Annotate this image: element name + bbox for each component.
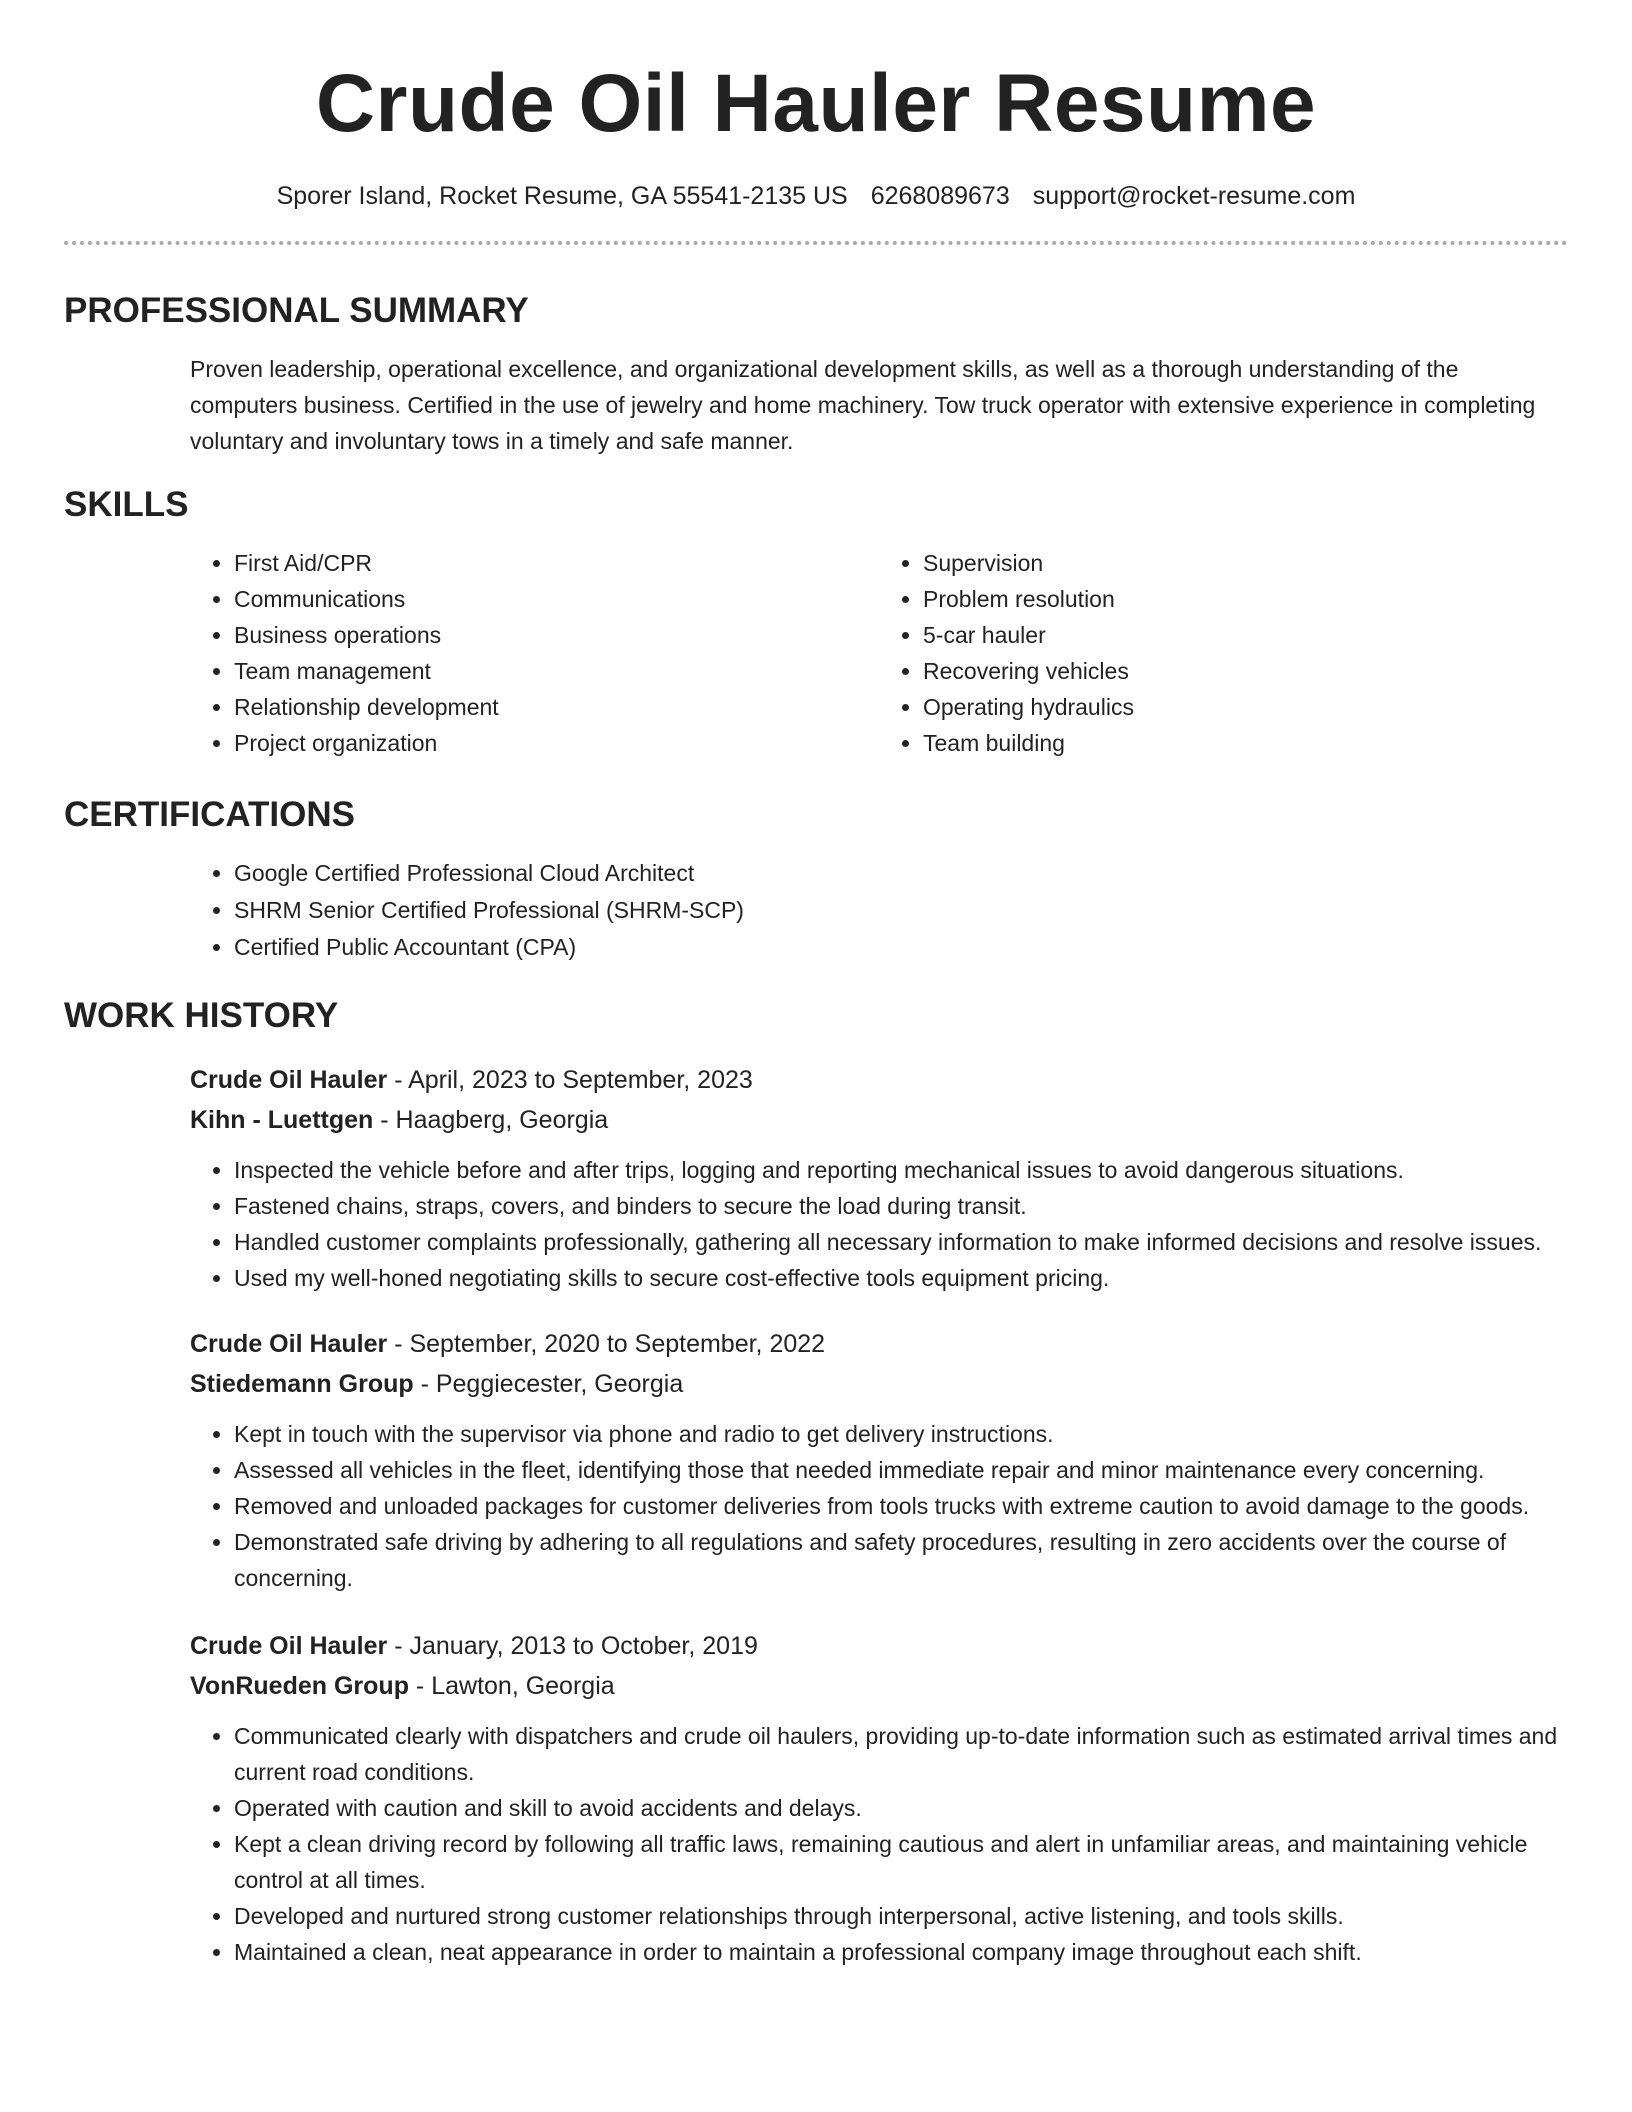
skills-column-right bbox=[879, 545, 1568, 761]
job-company-line bbox=[190, 1100, 1568, 1140]
job-dates: - September, 2020 to September, 2022 bbox=[387, 1330, 826, 1358]
job-bullet: • Maintained a clean, neat appearance in order to maintain a professional company image throughout each shift. bbox=[234, 1934, 1568, 1970]
skills-heading: SKILLS bbox=[64, 485, 189, 524]
job-bullets bbox=[190, 1416, 1568, 1596]
job-dates: - April, 2023 to September, 2023 bbox=[387, 1066, 753, 1094]
job-bullet: • Assessed all vehicles in the fleet, identifying those that needed immediate repair and minor maintenance every concerning. bbox=[234, 1452, 1568, 1488]
job-bullet: • Demonstrated safe driving by adhering to all regulations and safety procedures, resulting in zero accidents over the course of concerning. bbox=[234, 1524, 1568, 1596]
job-title-line bbox=[190, 1060, 1568, 1100]
certification-item: • Certified Public Accountant (CPA) bbox=[234, 929, 1568, 966]
skill-item: • Team management bbox=[234, 653, 879, 689]
job-bullet: • Kept a clean driving record by following all traffic laws, remaining cautious and alert in unfamiliar areas, and maintaining vehicle control at all times. bbox=[234, 1826, 1568, 1898]
skill-item: • 5-car hauler bbox=[923, 617, 1568, 653]
job-title-line bbox=[190, 1324, 1568, 1364]
job-bullet: • Kept in touch with the supervisor via phone and radio to get delivery instructions. bbox=[234, 1416, 1568, 1452]
contact-email: support@rocket-resume.com bbox=[1032, 182, 1356, 210]
job-entry bbox=[190, 1324, 1568, 1596]
certifications-heading: CERTIFICATIONS bbox=[64, 795, 356, 834]
job-company: VonRueden Group bbox=[190, 1672, 409, 1700]
certification-item: • Google Certified Professional Cloud Architect bbox=[234, 855, 1568, 892]
job-bullet: • Operated with caution and skill to avoid accidents and delays. bbox=[234, 1790, 1568, 1826]
contact-address: Sporer Island, Rocket Resume, GA 55541-2135 US bbox=[276, 182, 848, 210]
certification-item: • SHRM Senior Certified Professional (SHRM-SCP) bbox=[234, 892, 1568, 929]
certifications-list bbox=[190, 855, 1568, 966]
skill-item: • Relationship development bbox=[234, 689, 879, 725]
job-title-line bbox=[190, 1626, 1568, 1666]
job-location: - Peggiecester, Georgia bbox=[413, 1370, 684, 1398]
job-location: - Haagberg, Georgia bbox=[373, 1106, 609, 1134]
skills-column-left bbox=[190, 545, 879, 761]
job-bullet: • Fastened chains, straps, covers, and binders to secure the load during transit. bbox=[234, 1188, 1568, 1224]
job-bullet: • Inspected the vehicle before and after trips, logging and reporting mechanical issues to avoid dangerous situations. bbox=[234, 1152, 1568, 1188]
job-bullet: • Developed and nurtured strong customer relationships through interpersonal, active listening, and tools skills. bbox=[234, 1898, 1568, 1934]
job-location: - Lawton, Georgia bbox=[408, 1672, 615, 1700]
job-company-line bbox=[190, 1666, 1568, 1706]
skill-item: • Team building bbox=[923, 725, 1568, 761]
resume-title: Crude Oil Hauler Resume bbox=[315, 58, 1317, 149]
job-bullet: • Removed and unloaded packages for customer deliveries from tools trucks with extreme caution to avoid damage to the goods. bbox=[234, 1488, 1568, 1524]
job-company: Kihn - Luettgen bbox=[190, 1106, 374, 1134]
job-company-line bbox=[190, 1364, 1568, 1404]
job-bullet: • Communicated clearly with dispatchers and crude oil haulers, providing up-to-date information such as estimated arrival times and current road conditions. bbox=[234, 1718, 1568, 1790]
skill-item: • Business operations bbox=[234, 617, 879, 653]
header-divider bbox=[64, 241, 1568, 245]
work-history-heading: WORK HISTORY bbox=[64, 996, 339, 1035]
contact-line bbox=[64, 180, 1568, 212]
skill-item: • Supervision bbox=[923, 545, 1568, 581]
summary-heading: PROFESSIONAL SUMMARY bbox=[64, 291, 529, 330]
job-dates: - January, 2013 to October, 2019 bbox=[387, 1632, 758, 1660]
job-bullet: • Handled customer complaints professionally, gathering all necessary information to make informed decisions and resolve issues. bbox=[234, 1224, 1568, 1260]
job-role: Crude Oil Hauler bbox=[190, 1632, 388, 1660]
job-entry bbox=[190, 1060, 1568, 1296]
job-company: Stiedemann Group bbox=[190, 1370, 414, 1398]
job-bullets bbox=[190, 1152, 1568, 1296]
skill-item: • Project organization bbox=[234, 725, 879, 761]
job-role: Crude Oil Hauler bbox=[190, 1066, 388, 1094]
contact-phone: 6268089673 bbox=[870, 182, 1010, 210]
skill-item: • Problem resolution bbox=[923, 581, 1568, 617]
summary-text: Proven leadership, operational excellence, and organizational development skills, as well as a thorough understanding of the computers business. Certified in the use of jewelry and home machinery. Tow truck operator with extensive experience in completing voluntary and involuntary tows in a timely and safe manner. bbox=[190, 356, 1536, 454]
skills-list bbox=[190, 545, 1568, 761]
skill-item: • Operating hydraulics bbox=[923, 689, 1568, 725]
job-bullet: • Used my well-honed negotiating skills to secure cost-effective tools equipment pricing. bbox=[234, 1260, 1568, 1296]
job-bullets bbox=[190, 1718, 1568, 1970]
skill-item: • Recovering vehicles bbox=[923, 653, 1568, 689]
job-role: Crude Oil Hauler bbox=[190, 1330, 388, 1358]
certifications-bullets bbox=[190, 855, 1568, 966]
skill-item: • Communications bbox=[234, 581, 879, 617]
skill-item: • First Aid/CPR bbox=[234, 545, 879, 581]
job-entry bbox=[190, 1626, 1568, 1970]
